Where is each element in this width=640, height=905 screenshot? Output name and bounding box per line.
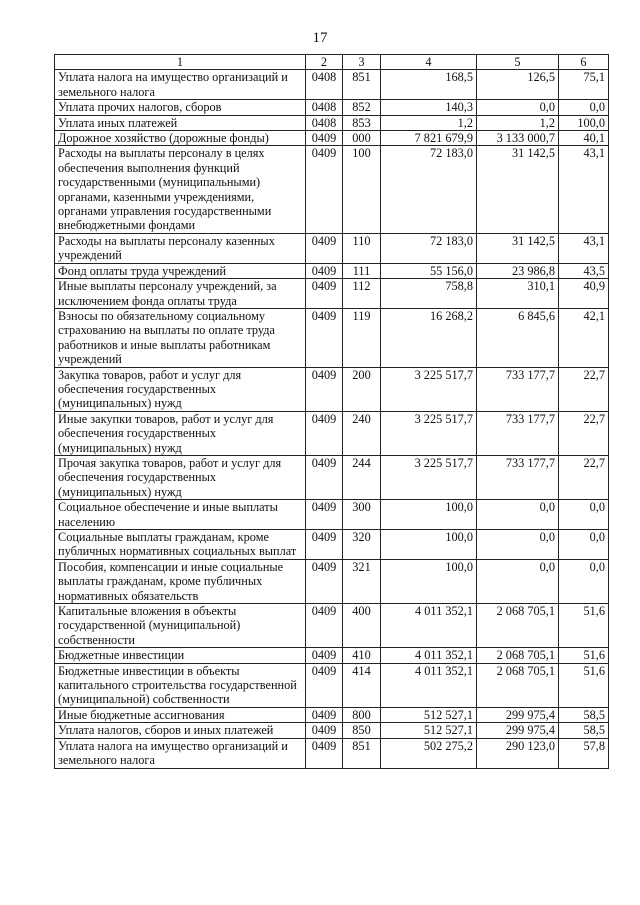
cell-expense-kind: 112	[343, 279, 381, 309]
cell-expense-kind: 800	[343, 707, 381, 722]
cell-percent: 0,0	[559, 500, 609, 530]
cell-percent: 43,1	[559, 233, 609, 263]
cell-executed: 31 142,5	[477, 146, 559, 233]
table-row	[55, 279, 609, 309]
cell-name: Иные выплаты персоналу учреждений, за исключением фонда оплаты труда	[55, 279, 306, 309]
cell-planned: 7 821 679,9	[381, 131, 477, 146]
table-row	[55, 455, 609, 499]
cell-executed: 2 068 705,1	[477, 604, 559, 648]
cell-section-code: 0409	[306, 131, 343, 146]
cell-planned: 4 011 352,1	[381, 663, 477, 707]
header-row	[55, 55, 609, 70]
cell-name: Бюджетные инвестиции в объекты капитального строительства государственной (муниципальной) собственности	[55, 663, 306, 707]
cell-percent: 40,9	[559, 279, 609, 309]
cell-expense-kind: 200	[343, 367, 381, 411]
cell-name: Иные бюджетные ассигнования	[55, 707, 306, 722]
table-row	[55, 530, 609, 560]
cell-planned: 3 225 517,7	[381, 411, 477, 455]
cell-name: Уплата налога на имущество организаций и земельного налога	[55, 738, 306, 768]
cell-percent: 51,6	[559, 648, 609, 663]
table-row	[55, 663, 609, 707]
table-row	[55, 411, 609, 455]
cell-planned: 1,2	[381, 115, 477, 130]
cell-expense-kind: 119	[343, 308, 381, 367]
cell-name: Пособия, компенсации и иные социальные выплаты гражданам, кроме публичных нормативных обязательств	[55, 559, 306, 603]
cell-section-code: 0408	[306, 115, 343, 130]
cell-executed: 31 142,5	[477, 233, 559, 263]
cell-expense-kind: 400	[343, 604, 381, 648]
cell-expense-kind: 320	[343, 530, 381, 560]
cell-section-code: 0409	[306, 411, 343, 455]
cell-name: Фонд оплаты труда учреждений	[55, 263, 306, 278]
table-row	[55, 707, 609, 722]
cell-planned: 512 527,1	[381, 707, 477, 722]
column-header: 5	[477, 55, 559, 70]
cell-executed: 2 068 705,1	[477, 663, 559, 707]
column-header: 4	[381, 55, 477, 70]
column-header: 6	[559, 55, 609, 70]
cell-section-code: 0409	[306, 604, 343, 648]
cell-expense-kind: 852	[343, 100, 381, 115]
cell-planned: 100,0	[381, 500, 477, 530]
cell-name: Капитальные вложения в объекты государственной (муниципальной) собственности	[55, 604, 306, 648]
cell-section-code: 0409	[306, 455, 343, 499]
cell-name: Закупка товаров, работ и услуг для обеспечения государственных (муниципальных) нужд	[55, 367, 306, 411]
cell-percent: 58,5	[559, 707, 609, 722]
cell-expense-kind: 244	[343, 455, 381, 499]
cell-section-code: 0409	[306, 707, 343, 722]
cell-expense-kind: 111	[343, 263, 381, 278]
cell-expense-kind: 321	[343, 559, 381, 603]
cell-section-code: 0409	[306, 663, 343, 707]
cell-executed: 6 845,6	[477, 308, 559, 367]
cell-section-code: 0409	[306, 367, 343, 411]
cell-section-code: 0409	[306, 738, 343, 768]
cell-executed: 290 123,0	[477, 738, 559, 768]
cell-section-code: 0409	[306, 263, 343, 278]
cell-executed: 0,0	[477, 530, 559, 560]
cell-executed: 733 177,7	[477, 455, 559, 499]
cell-section-code: 0409	[306, 723, 343, 738]
cell-planned: 16 268,2	[381, 308, 477, 367]
cell-expense-kind: 853	[343, 115, 381, 130]
cell-name: Бюджетные инвестиции	[55, 648, 306, 663]
cell-percent: 75,1	[559, 70, 609, 100]
cell-name: Уплата прочих налогов, сборов	[55, 100, 306, 115]
table-row	[55, 604, 609, 648]
cell-expense-kind: 110	[343, 233, 381, 263]
table-row	[55, 723, 609, 738]
table-row	[55, 559, 609, 603]
cell-expense-kind: 414	[343, 663, 381, 707]
page-number: 17	[312, 30, 328, 46]
cell-expense-kind: 100	[343, 146, 381, 233]
cell-section-code: 0408	[306, 70, 343, 100]
cell-executed: 310,1	[477, 279, 559, 309]
cell-percent: 51,6	[559, 604, 609, 648]
cell-section-code: 0409	[306, 500, 343, 530]
cell-planned: 512 527,1	[381, 723, 477, 738]
cell-executed: 1,2	[477, 115, 559, 130]
cell-section-code: 0409	[306, 559, 343, 603]
cell-name: Социальное обеспечение и иные выплаты населению	[55, 500, 306, 530]
cell-expense-kind: 851	[343, 70, 381, 100]
cell-executed: 299 975,4	[477, 723, 559, 738]
cell-name: Уплата налога на имущество организаций и земельного налога	[55, 70, 306, 100]
cell-name: Уплата налогов, сборов и иных платежей	[55, 723, 306, 738]
cell-executed: 0,0	[477, 559, 559, 603]
cell-name: Уплата иных платежей	[55, 115, 306, 130]
cell-expense-kind: 300	[343, 500, 381, 530]
cell-executed: 0,0	[477, 500, 559, 530]
column-header: 3	[343, 55, 381, 70]
cell-percent: 40,1	[559, 131, 609, 146]
cell-executed: 733 177,7	[477, 367, 559, 411]
cell-percent: 0,0	[559, 100, 609, 115]
cell-percent: 100,0	[559, 115, 609, 130]
cell-planned: 100,0	[381, 559, 477, 603]
cell-planned: 72 183,0	[381, 233, 477, 263]
cell-planned: 758,8	[381, 279, 477, 309]
cell-percent: 51,6	[559, 663, 609, 707]
cell-expense-kind: 850	[343, 723, 381, 738]
cell-name: Прочая закупка товаров, работ и услуг для обеспечения государственных (муниципальных) нужд	[55, 455, 306, 499]
cell-planned: 3 225 517,7	[381, 367, 477, 411]
cell-section-code: 0409	[306, 648, 343, 663]
cell-executed: 0,0	[477, 100, 559, 115]
cell-name: Расходы на выплаты персоналу казенных учреждений	[55, 233, 306, 263]
cell-percent: 22,7	[559, 367, 609, 411]
cell-expense-kind: 240	[343, 411, 381, 455]
cell-planned: 140,3	[381, 100, 477, 115]
cell-name: Иные закупки товаров, работ и услуг для обеспечения государственных (муниципальных) нужд	[55, 411, 306, 455]
cell-section-code: 0409	[306, 146, 343, 233]
cell-planned: 4 011 352,1	[381, 648, 477, 663]
cell-planned: 55 156,0	[381, 263, 477, 278]
cell-section-code: 0409	[306, 530, 343, 560]
column-header: 1	[55, 55, 306, 70]
cell-name: Взносы по обязательному социальному страхованию на выплаты по оплате труда работников и иные выплаты работникам учреждений	[55, 308, 306, 367]
cell-expense-kind: 410	[343, 648, 381, 663]
table-row	[55, 500, 609, 530]
cell-section-code: 0408	[306, 100, 343, 115]
table-row	[55, 263, 609, 278]
cell-planned: 72 183,0	[381, 146, 477, 233]
cell-planned: 3 225 517,7	[381, 455, 477, 499]
cell-percent: 43,1	[559, 146, 609, 233]
table-row	[55, 308, 609, 367]
cell-executed: 23 986,8	[477, 263, 559, 278]
cell-expense-kind: 000	[343, 131, 381, 146]
table-row	[55, 367, 609, 411]
cell-planned: 502 275,2	[381, 738, 477, 768]
table-row	[55, 131, 609, 146]
cell-section-code: 0409	[306, 308, 343, 367]
cell-percent: 42,1	[559, 308, 609, 367]
table-row	[55, 100, 609, 115]
cell-executed: 299 975,4	[477, 707, 559, 722]
table-row	[55, 648, 609, 663]
cell-executed: 3 133 000,7	[477, 131, 559, 146]
cell-expense-kind: 851	[343, 738, 381, 768]
cell-percent: 58,5	[559, 723, 609, 738]
column-header: 2	[306, 55, 343, 70]
cell-section-code: 0409	[306, 233, 343, 263]
cell-name: Расходы на выплаты персоналу в целях обеспечения выполнения функций государственными (муниципальными) органами, казенными учреждениями, органами управления государственными внебюджетными фондами	[55, 146, 306, 233]
cell-name: Социальные выплаты гражданам, кроме публичных нормативных социальных выплат	[55, 530, 306, 560]
table-row	[55, 233, 609, 263]
table-row	[55, 738, 609, 768]
cell-section-code: 0409	[306, 279, 343, 309]
cell-planned: 100,0	[381, 530, 477, 560]
budget-table	[54, 54, 609, 769]
cell-executed: 126,5	[477, 70, 559, 100]
cell-name: Дорожное хозяйство (дорожные фонды)	[55, 131, 306, 146]
cell-executed: 733 177,7	[477, 411, 559, 455]
cell-percent: 22,7	[559, 455, 609, 499]
cell-planned: 4 011 352,1	[381, 604, 477, 648]
table-row	[55, 70, 609, 100]
cell-executed: 2 068 705,1	[477, 648, 559, 663]
cell-percent: 57,8	[559, 738, 609, 768]
table-row	[55, 146, 609, 233]
cell-percent: 0,0	[559, 559, 609, 603]
cell-percent: 43,5	[559, 263, 609, 278]
cell-planned: 168,5	[381, 70, 477, 100]
cell-percent: 22,7	[559, 411, 609, 455]
cell-percent: 0,0	[559, 530, 609, 560]
table-row	[55, 115, 609, 130]
